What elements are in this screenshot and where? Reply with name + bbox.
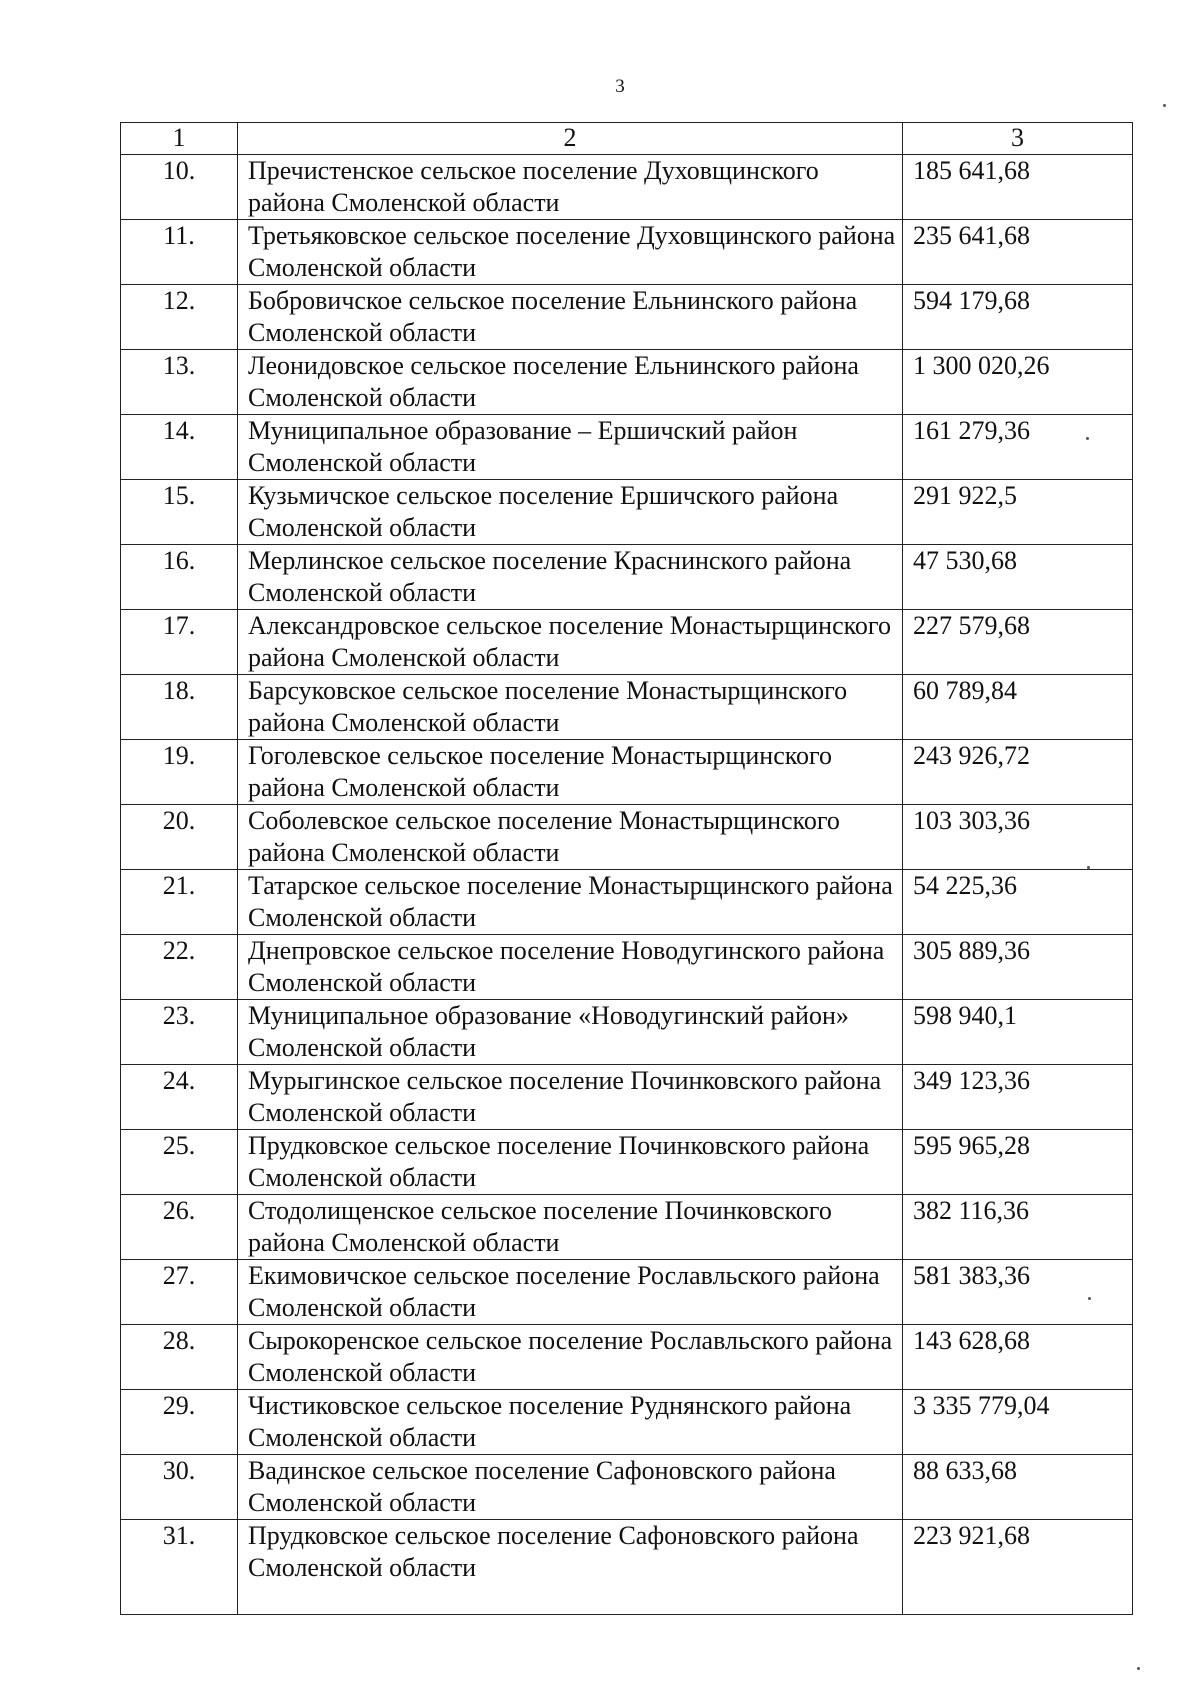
- row-name: Татарское сельское поселение Монастырщинского района Смоленской области: [238, 870, 903, 935]
- table-row: [121, 1520, 1133, 1615]
- row-number: 21.: [121, 870, 238, 935]
- row-value: 60 789,84: [903, 675, 1133, 740]
- table-row: [121, 480, 1133, 545]
- row-value: 349 123,36: [903, 1065, 1133, 1130]
- row-value: 223 921,68: [903, 1520, 1133, 1615]
- table-row: [121, 1000, 1133, 1065]
- row-number: 18.: [121, 675, 238, 740]
- row-value: 3 335 779,04: [903, 1390, 1133, 1455]
- row-value: 594 179,68: [903, 285, 1133, 350]
- row-number: 15.: [121, 480, 238, 545]
- row-value: 185 641,68: [903, 155, 1133, 220]
- table-row: [121, 1325, 1133, 1390]
- row-name: Соболевское сельское поселение Монастырщинского района Смоленской области: [238, 805, 903, 870]
- table-row: [121, 1065, 1133, 1130]
- row-name: Барсуковское сельское поселение Монастырщинского района Смоленской области: [238, 675, 903, 740]
- table-row: [121, 415, 1133, 480]
- row-value: 103 303,36: [903, 805, 1133, 870]
- row-value: 161 279,36: [903, 415, 1133, 480]
- table-row: [121, 220, 1133, 285]
- row-number: 29.: [121, 1390, 238, 1455]
- row-number: 26.: [121, 1195, 238, 1260]
- row-value: 143 628,68: [903, 1325, 1133, 1390]
- table-row: [121, 1455, 1133, 1520]
- row-name: Александровское сельское поселение Монастырщинского района Смоленской области: [238, 610, 903, 675]
- table-row: [121, 155, 1133, 220]
- header-col-1: 1: [121, 123, 238, 155]
- row-value: 243 926,72: [903, 740, 1133, 805]
- row-number: 10.: [121, 155, 238, 220]
- table-row: [121, 805, 1133, 870]
- row-number: 28.: [121, 1325, 238, 1390]
- row-value: 1 300 020,26: [903, 350, 1133, 415]
- row-number: 19.: [121, 740, 238, 805]
- row-name: Екимовичское сельское поселение Рославльского района Смоленской области: [238, 1260, 903, 1325]
- row-number: 25.: [121, 1130, 238, 1195]
- row-value: 291 922,5: [903, 480, 1133, 545]
- scan-speck: [1088, 1297, 1091, 1300]
- row-name: Муниципальное образование – Ершичский район Смоленской области: [238, 415, 903, 480]
- row-number: 12.: [121, 285, 238, 350]
- row-name: Пречистенское сельское поселение Духовщинского района Смоленской области: [238, 155, 903, 220]
- row-number: 17.: [121, 610, 238, 675]
- row-number: 30.: [121, 1455, 238, 1520]
- table-row: [121, 1130, 1133, 1195]
- row-name: Леонидовское сельское поселение Ельнинского района Смоленской области: [238, 350, 903, 415]
- scan-speck: [1163, 104, 1166, 107]
- table-row: [121, 350, 1133, 415]
- row-name: Третьяковское сельское поселение Духовщинского района Смоленской области: [238, 220, 903, 285]
- table-header-row: [121, 123, 1133, 155]
- row-name: Чистиковское сельское поселение Руднянского района Смоленской области: [238, 1390, 903, 1455]
- allocation-table: [120, 122, 1133, 1615]
- row-value: 235 641,68: [903, 220, 1133, 285]
- row-number: 31.: [121, 1520, 238, 1615]
- row-name: Мерлинское сельское поселение Краснинского района Смоленской области: [238, 545, 903, 610]
- row-number: 20.: [121, 805, 238, 870]
- table-row: [121, 870, 1133, 935]
- table-row: [121, 1390, 1133, 1455]
- row-name: Стодолищенское сельское поселение Починковского района Смоленской области: [238, 1195, 903, 1260]
- scan-speck: [1137, 1667, 1140, 1670]
- row-number: 24.: [121, 1065, 238, 1130]
- header-col-3: 3: [903, 123, 1133, 155]
- table-row: [121, 610, 1133, 675]
- row-number: 14.: [121, 415, 238, 480]
- row-name: Муниципальное образование «Новодугинский район» Смоленской области: [238, 1000, 903, 1065]
- row-name: Мурыгинское сельское поселение Починковского района Смоленской области: [238, 1065, 903, 1130]
- table-row: [121, 545, 1133, 610]
- table-row: [121, 740, 1133, 805]
- table-row: [121, 675, 1133, 740]
- row-value: 595 965,28: [903, 1130, 1133, 1195]
- row-number: 11.: [121, 220, 238, 285]
- row-value: 598 940,1: [903, 1000, 1133, 1065]
- row-number: 22.: [121, 935, 238, 1000]
- row-name: Прудковское сельское поселение Починковского района Смоленской области: [238, 1130, 903, 1195]
- row-name: Вадинское сельское поселение Сафоновского района Смоленской области: [238, 1455, 903, 1520]
- row-name: Прудковское сельское поселение Сафоновского района Смоленской области: [238, 1520, 903, 1615]
- row-value: 382 116,36: [903, 1195, 1133, 1260]
- table-row: [121, 1260, 1133, 1325]
- page-number: 3: [615, 76, 625, 97]
- table-body: [121, 123, 1133, 1615]
- row-name: Днепровское сельское поселение Новодугинского района Смоленской области: [238, 935, 903, 1000]
- row-number: 23.: [121, 1000, 238, 1065]
- table-row: [121, 1195, 1133, 1260]
- row-name: Сырокоренское сельское поселение Рославльского района Смоленской области: [238, 1325, 903, 1390]
- row-value: 305 889,36: [903, 935, 1133, 1000]
- table-row: [121, 285, 1133, 350]
- row-value: 581 383,36: [903, 1260, 1133, 1325]
- row-number: 13.: [121, 350, 238, 415]
- scan-speck: [1086, 437, 1089, 440]
- scan-speck: [1087, 866, 1090, 869]
- table-row: [121, 935, 1133, 1000]
- header-col-2: 2: [238, 123, 903, 155]
- row-name: Кузьмичское сельское поселение Ершичского района Смоленской области: [238, 480, 903, 545]
- row-value: 227 579,68: [903, 610, 1133, 675]
- row-value: 88 633,68: [903, 1455, 1133, 1520]
- row-name: Бобровичское сельское поселение Ельнинского района Смоленской области: [238, 285, 903, 350]
- row-number: 27.: [121, 1260, 238, 1325]
- row-name: Гоголевское сельское поселение Монастырщинского района Смоленской области: [238, 740, 903, 805]
- row-value: 47 530,68: [903, 545, 1133, 610]
- row-value: 54 225,36: [903, 870, 1133, 935]
- row-number: 16.: [121, 545, 238, 610]
